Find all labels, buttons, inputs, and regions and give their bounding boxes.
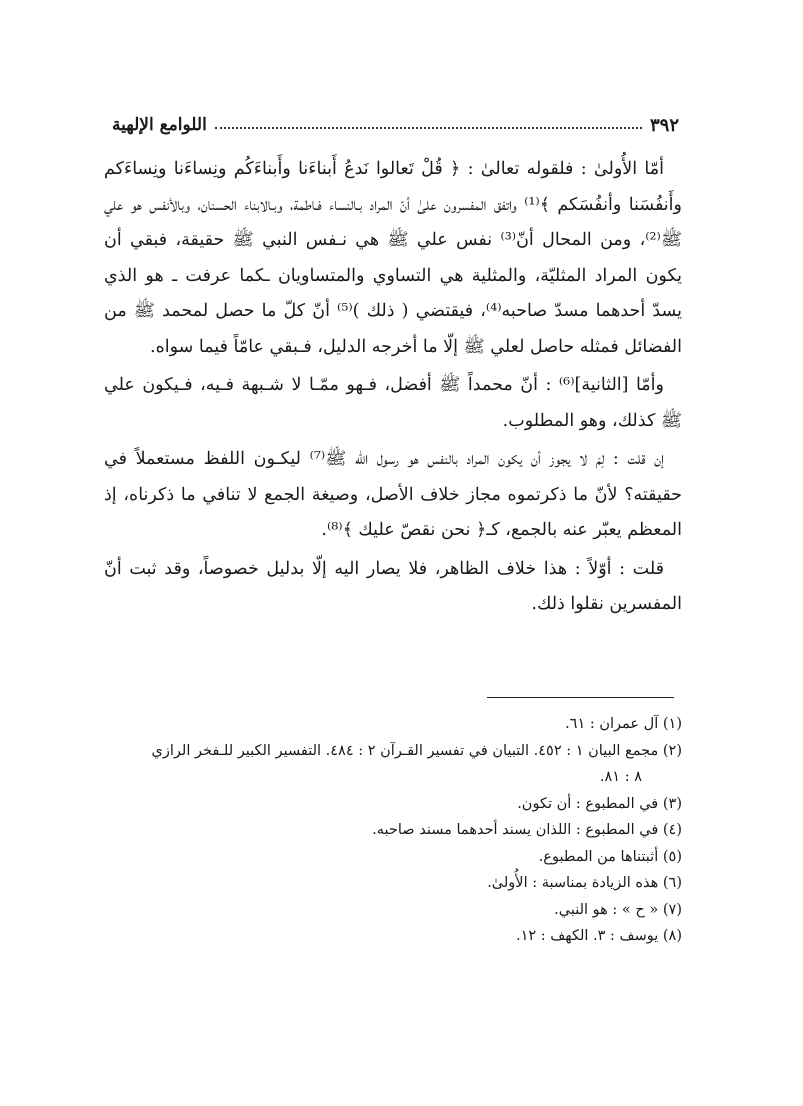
footnote-text: أثبتناها من المطبوع.	[538, 848, 659, 865]
footnote-2	[104, 738, 682, 791]
footnote-text: مجمع البيان ١ : ٤٥٢. التبيان في تفسير القـرآن ٢ : ٤٨٤. التفسير الكبير للـفخر الرازي	[151, 742, 659, 759]
paragraph-second: وأمّا [الثانية]⁽⁶⁾ : أنّ محمداً ﷺ أفضل، فـهو ممّـا لا شـبهة فـيه، فـيكون علي ﷺ كذلك، وهو المطلوب.	[104, 375, 682, 431]
page-number: ٣٩٢	[649, 114, 679, 136]
footnote-7	[104, 897, 682, 924]
paragraph-objection: إن قلت : لِمَ لا يجوز أن يكون المراد بالنفس هو رسول الله ﷺ⁽⁷⁾ ليكـون اللفظ مستعملاً في حقيقته؟ لأنّ ما ذكرتموه مجاز خلاف الأصل، وصيغة الجمع لا تنافي ما ذكرناه، إذ المعظم يعبّر عنه بالجمع، كـ﴿ نحن نقصّ عليك ﴾⁽⁸⁾.	[104, 449, 682, 540]
footnote-text: آل عمران : ٦١.	[565, 716, 659, 732]
footnote-number: (٥)	[662, 848, 682, 865]
footnote-5	[104, 844, 682, 871]
footnote-1	[104, 711, 682, 738]
footnote-number: (٢)	[662, 742, 682, 759]
dot-leader	[215, 127, 642, 129]
main-text	[104, 152, 682, 626]
book-title: اللوامع الإلهية	[112, 115, 207, 135]
footnote-number: (٦)	[662, 875, 682, 891]
footnote-3	[104, 791, 682, 818]
footnote-number: (٤)	[662, 822, 682, 838]
footnote-text: في المطبوع : اللذان يسند أحدهما مسند صاحبه.	[372, 822, 659, 838]
footnote-number: (٨)	[662, 928, 682, 944]
footnote-number: (٧)	[662, 901, 682, 918]
footnote-separator	[487, 697, 674, 698]
footnote-text: « ح » : هو النبي.	[554, 901, 659, 918]
running-header	[112, 110, 679, 140]
footnote-6	[104, 870, 682, 897]
footnote-text: يوسف : ٣. الكهف : ١٢.	[515, 928, 659, 944]
paragraph-response: قلت : أوّلاً : هذا خلاف الظاهر، فلا يصار اليه إلّا بدليل خصوصاً، وقد ثبت أنّ المفسرين نقلوا ذلك.	[104, 558, 682, 614]
footnote-number: (١)	[662, 716, 682, 732]
footnote-text: هذه الزيادة بمناسبة : الأُولىٰ.	[487, 875, 659, 891]
paragraph-first: أمّا الأُولىٰ : فلقوله تعالىٰ : ﴿ قُلْ تَعالوا نَدعُ أَبناءَنا وأَبناءَكُم ونِساءَنا ونِساءَكم وأَنفُسَنا وأنفُسَكم ﴾⁽¹⁾ واتفق المفسرون علىٰ أنّ المراد بـالنساء فـاطمة، وبـالابناء الحسنان، وبالأنفس هو علي ﷺ⁽²⁾، ومن المحال أنّ⁽³⁾ نفس علي ﷺ هي نـفس النبي ﷺ حقيقة، فبقي أن يكون المراد المثليّة، والمثلية هي التساوي والمتساويان ـكما عرفت ـ هو الذي يسدّ أحدهما مسدّ صاحبه⁽⁴⁾، فيقتضي ( ذلك )⁽⁵⁾ أنّ كلّ ما حصل لمحمد ﷺ من الفضائل فمثله حاصل لعلي ﷺ إلّا ما أخرجه الدليل، فـبقي عامّاً فيما سواه.	[104, 159, 682, 357]
footnote-4	[104, 817, 682, 844]
footnote-text-continuation: ٨ : ٨١.	[599, 769, 642, 785]
footnote-text: في المطبوع : أن تكون.	[517, 795, 659, 812]
footnotes	[104, 711, 682, 950]
footnote-8	[104, 923, 682, 950]
footnote-number: (٣)	[662, 795, 682, 812]
